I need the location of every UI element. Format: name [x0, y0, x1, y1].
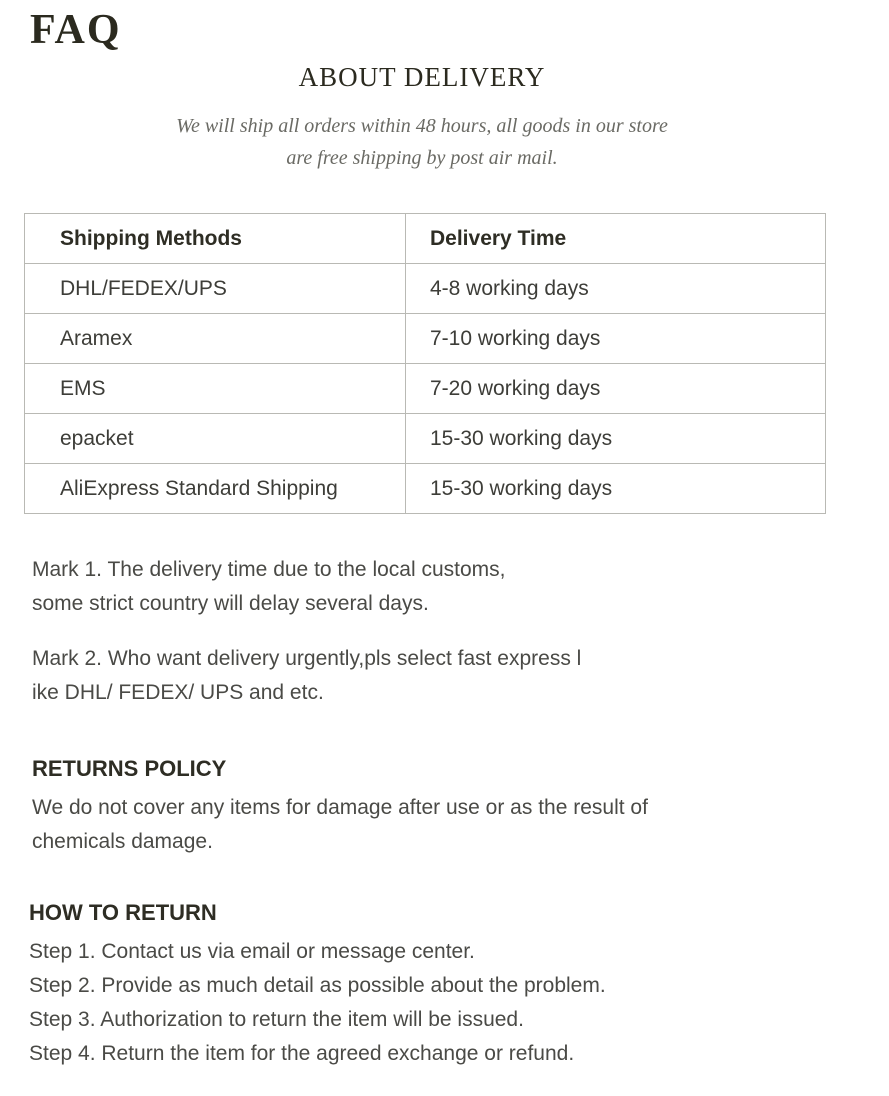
mark-line: Mark 1. The delivery time due to the local customs,: [32, 558, 506, 581]
delivery-time-cell: 7-20 working days: [406, 364, 826, 414]
delivery-time-cell: 4-8 working days: [406, 264, 826, 314]
returns-policy-heading: RETURNS POLICY: [32, 756, 227, 781]
column-header-shipping-methods: Shipping Methods: [25, 214, 406, 264]
delivery-time-cell: 15-30 working days: [406, 464, 826, 514]
table-row: [25, 314, 826, 364]
shipping-method-cell: EMS: [25, 364, 406, 414]
delivery-time-cell: 15-30 working days: [406, 414, 826, 464]
shipping-method-cell: Aramex: [25, 314, 406, 364]
return-step: Step 2. Provide as much detail as possible about the problem.: [29, 974, 606, 997]
shipping-table: [24, 213, 826, 514]
table-row: [25, 414, 826, 464]
shipping-method-cell: DHL/FEDEX/UPS: [25, 264, 406, 314]
faq-title: FAQ: [30, 7, 122, 53]
return-step: Step 3. Authorization to return the item will be issued.: [29, 1008, 524, 1031]
delivery-heading: ABOUT DELIVERY: [298, 62, 546, 92]
table-row: [25, 364, 826, 414]
table-row: [25, 264, 826, 314]
mark-1-note: [32, 553, 505, 621]
returns-policy-line: chemicals damage.: [32, 830, 213, 853]
how-to-return-heading: HOW TO RETURN: [29, 900, 217, 925]
column-header-delivery-time: Delivery Time: [406, 214, 826, 264]
how-to-return-steps: [29, 935, 606, 1071]
delivery-intro: [0, 110, 844, 174]
return-step: Step 4. Return the item for the agreed exchange or refund.: [29, 1042, 575, 1065]
shipping-method-cell: epacket: [25, 414, 406, 464]
mark-line: ike DHL/ FEDEX/ UPS and etc.: [32, 681, 324, 704]
returns-policy-line: We do not cover any items for damage after use or as the result of: [32, 796, 648, 819]
delivery-intro-line: We will ship all orders within 48 hours, all goods in our store: [176, 115, 668, 137]
mark-line: Mark 2. Who want delivery urgently,pls select fast express l: [32, 647, 582, 670]
mark-line: some strict country will delay several days.: [32, 592, 429, 615]
delivery-intro-line: are free shipping by post air mail.: [286, 147, 558, 169]
returns-policy-text: [32, 791, 648, 859]
mark-2-note: [32, 642, 581, 710]
table-header-row: [25, 214, 826, 264]
return-step: Step 1. Contact us via email or message center.: [29, 940, 475, 963]
shipping-method-cell: AliExpress Standard Shipping: [25, 464, 406, 514]
table-row: [25, 464, 826, 514]
delivery-time-cell: 7-10 working days: [406, 314, 826, 364]
